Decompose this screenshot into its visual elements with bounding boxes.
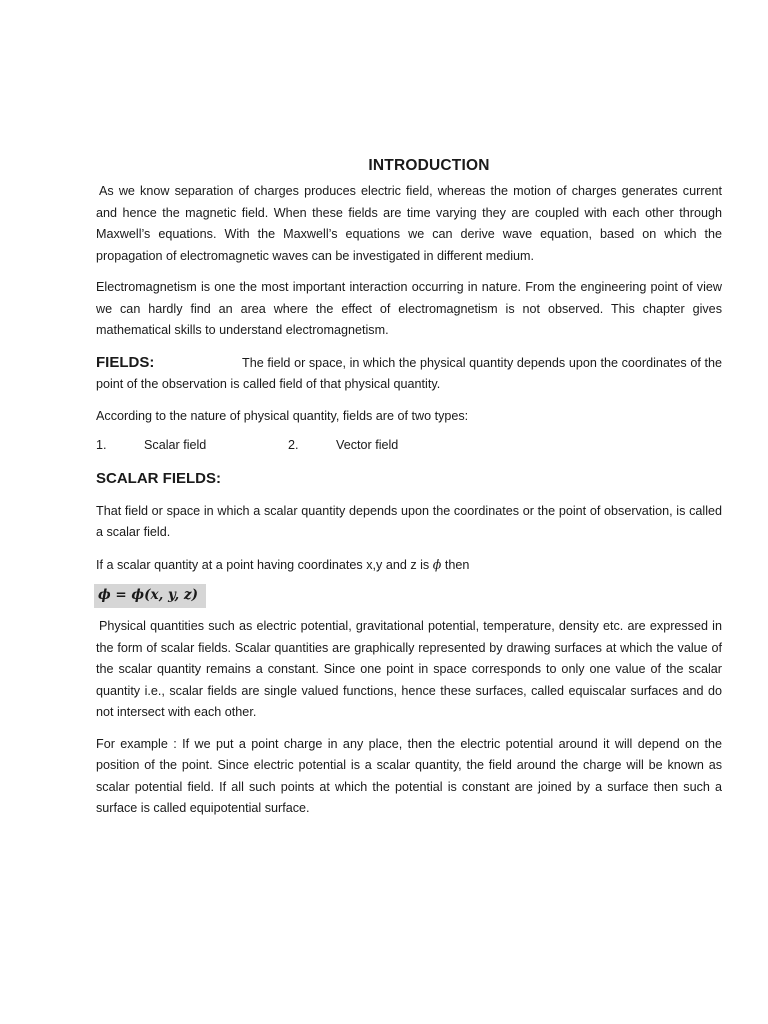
intro-paragraph-2: Electromagnetism is one the most important interaction occurring in nature. From the engineering point of view we can hardly find an area where the effect of electromagnetism is not observed. This chapter gives mathematical skills to understand electromagnetism. (96, 280, 722, 337)
phi-symbol: ϕ (432, 556, 442, 572)
field-type-label: Vector field (336, 438, 399, 452)
field-type-number: 1. (96, 438, 107, 452)
fields-definition-line (96, 352, 722, 396)
field-types-list (96, 435, 722, 457)
scalar-paragraph-2: For example : If we put a point charge in any place, then the electric potential around it will depend on the position of the point. Since electric potential is a scalar quantity, the field around the charge will be known as scalar potential field. If all such points at which the potential is constant are joined by a surface then such a surface is called equipotential surface. (96, 736, 722, 815)
field-types-intro: According to the nature of physical quantity, fields are of two types: (96, 408, 469, 423)
coordinates-text-after: then (444, 557, 470, 572)
fields-heading: FIELDS: (96, 353, 155, 371)
fields-definition: The field or space, in which the physical quantity depends upon the coordinates of the point of the observation is called field of that physical quantity. (96, 355, 722, 391)
scalar-field-definition: That field or space in which a scalar quantity depends upon the coordinates or the point of observation, is called a scalar field. (96, 503, 722, 539)
scalar-paragraph-1: Physical quantities such as electric potential, gravitational potential, temperature, density etc. are expressed in the form of scalar fields. Scalar quantities are graphically represented by drawing surfaces at which the value of the scalar quantity remains a constant. Since one point in space corresponds to only one value of the scalar quantity i.e., scalar fields are single valued functions, hence these surfaces, called equiscalar surfaces and do not intersect with each other. (96, 619, 722, 719)
coordinates-text-before: If a scalar quantity at a point having coordinates x,y and z is (96, 557, 430, 572)
page-title: INTRODUCTION (368, 157, 490, 174)
field-type-number: 2. (288, 438, 299, 452)
document-page (96, 157, 722, 820)
scalar-fields-heading: SCALAR FIELDS: (96, 469, 221, 487)
coordinates-statement (96, 554, 722, 577)
intro-paragraph-1: As we know separation of charges produces electric field, whereas the motion of charges generates current and hence the magnetic field. When these fields are time varying they are coupled with each other through Maxwell’s equations. With the Maxwell’s equations we can derive wave equation, based on which the propagation of electromagnetic waves can be investigated in different medium. (96, 184, 722, 263)
field-type-label: Scalar field (144, 438, 207, 452)
equation-line (96, 584, 722, 608)
scalar-field-equation: ϕ = ϕ(x, y, z) (94, 584, 206, 608)
